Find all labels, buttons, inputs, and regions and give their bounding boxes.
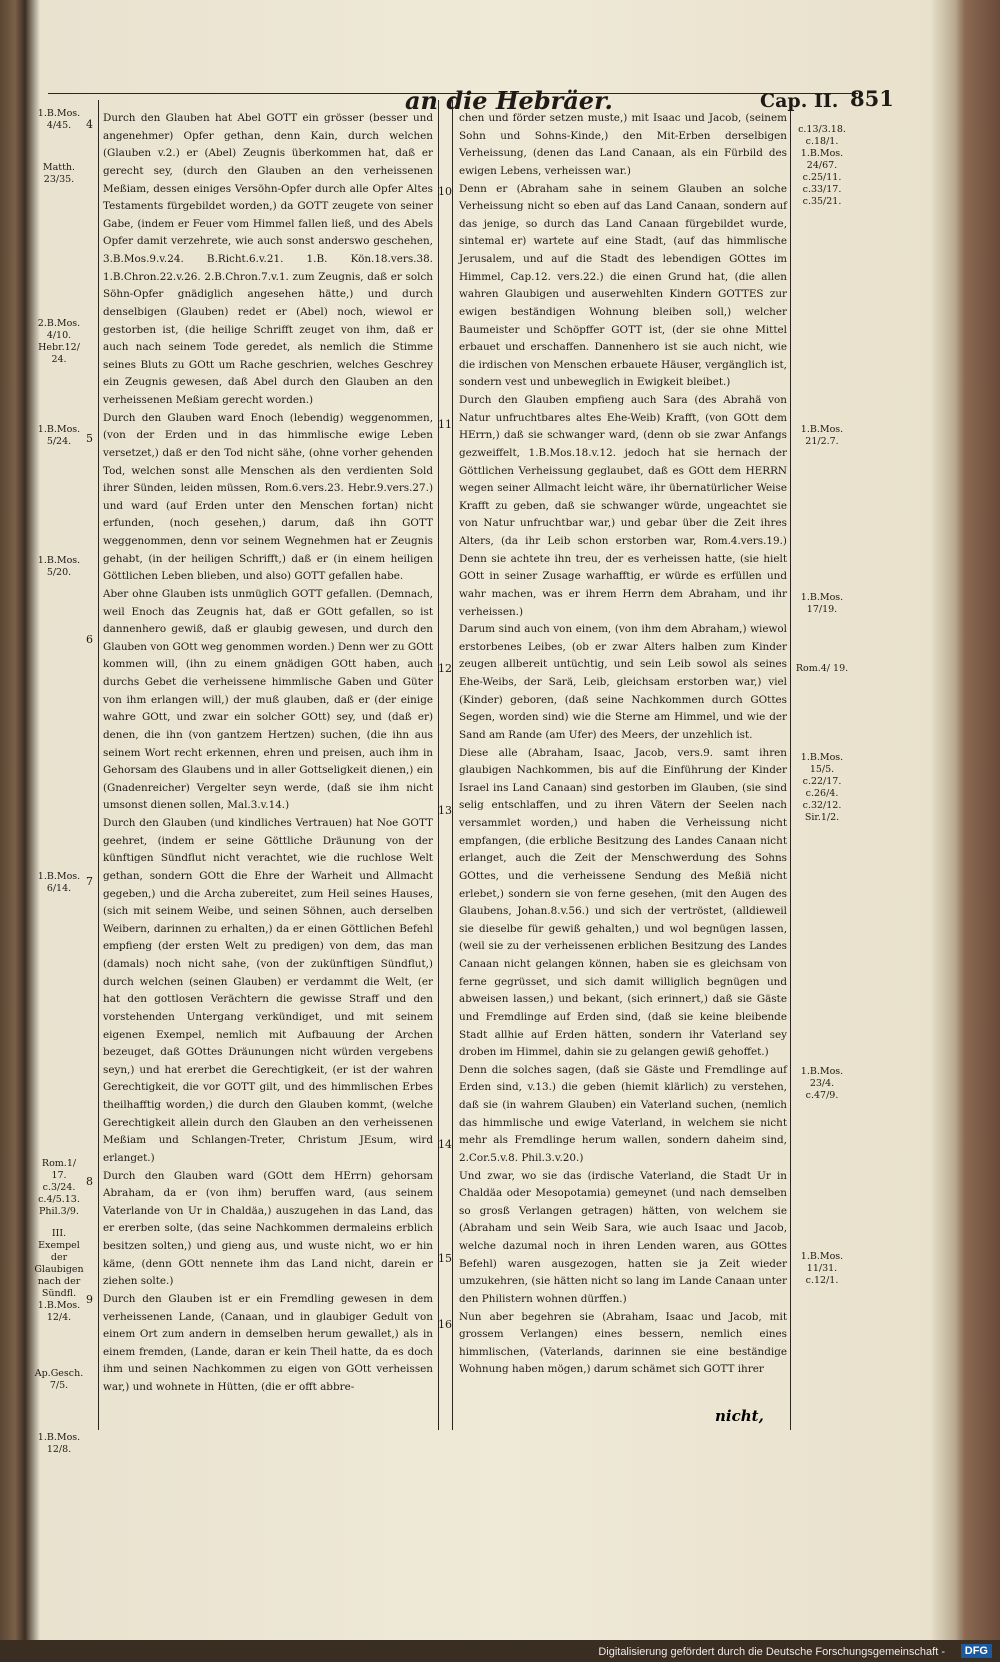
right-margin-rule (790, 100, 791, 1430)
verse-number: 14 (438, 1138, 452, 1151)
verse-paragraph: Darum sind auch von einem, (von ihm dem Abraham,) wiewol erstorbenes Leibes, (ob er zwar Alters halben zum Kinder zeugen allbereit untüchtig, und sein Leib sowol als seines Ehe-Weibs, der Sarä, Leib, gleichsam erstorben war,) viel (Kinder) geboren, (daß seine Nachkommen durch GOttes Segen, worden sind) wie die Sterne am Himmel, und wie der Sand am Rande (am Ufer) des Meers, der unzehlich ist. (459, 623, 787, 741)
margin-ref-left: 2.B.Mos. 4/10. Hebr.12/ 24. (37, 318, 81, 365)
catchword: nicht, (715, 1407, 764, 1425)
verse-number: 11 (438, 418, 452, 431)
margin-ref-right: 1.B.Mos. 17/19. (800, 592, 844, 615)
margin-ref-right: c.13/3.18. c.18/1. 1.B.Mos. 24/67. c.25/11. c.33/17. c.35/21. (798, 124, 846, 207)
margin-ref-right: 1.B.Mos. 23/4. c.47/9. (800, 1066, 844, 1101)
margin-ref-left: 1.B.Mos. 12/4. (37, 1300, 81, 1323)
margin-ref-left: 1.B.Mos. 4/45. (37, 108, 81, 131)
digitization-credit: Digitalisierung gefördert durch die Deutsche Forschungsgemeinschaft - (598, 1646, 945, 1658)
verse-number: 10 (438, 185, 452, 198)
margin-ref-left: Rom.1/ 17. c.3/24. c.4/5.13. Phil.3/9. (38, 1158, 80, 1217)
margin-ref-right: 1.B.Mos. 11/31. c.12/1. (800, 1251, 844, 1286)
margin-ref-left: 1.B.Mos. 5/24. (37, 424, 81, 447)
left-margin-rule (98, 100, 99, 1430)
verse-number: 5 (86, 432, 93, 445)
verse-paragraph: Denn er (Abraham sahe in seinem Glauben an solche Verheissung nicht so eben auf das Land Canaan, sondern auf das jenige, so durch das Land Canaan fürgebildet wurde, sintemal er) wartete auf eine Stadt, (auf das himmlische Jerusalem, und auf die Stadt des lebendigen GOttes im Himmel, Cap.12. vers.22.) die einen Grund hat, (die allen wahren Glaubigen und auserwehlten Kindern GOTTES zur ewigen beständigen Wohnung bleiben soll,) welcher Baumeister und Schöpffer GOTT ist, (der sie ohne Mittel erbauet und erschaffen. Dannenhero ist sie auch nicht, wie die irdischen von Menschen erbauete Häuser, vergänglich ist, sondern vest und unbeweglich in Ewigkeit bleibet.) (459, 182, 787, 389)
verse-number: 13 (438, 804, 452, 817)
chapter-label: Cap. II. (760, 90, 839, 112)
left-text-column (103, 110, 433, 1397)
verse-paragraph: Durch den Glauben hat Abel GOTT ein grösser (besser und angenehmer) Opfer gethan, denn Kain, durch welchen (Glauben v.2.) er (Abel) Zeugnis überkommen hat, daß er gerecht sey, (durch den Glauben an den verheissenen Meßiam, dessen einiges Versöhn-Opfer durch alle Opfer Altes Testaments fürgebildet worden,) da GOTT zeugete von seiner Gabe, (indem er Feuer vom Himmel fallen ließ, und des Abels Opfer damit verzehrete, wie auch sonst anderswo geschehen, 3.B.Mos.9.v.24. B.Richt.6.v.21. 1.B. Kön.18.vers.38. 1.B.Chron.22.v.26. 2.B.Chron.7.v.1. zum Zeugnis, daß er solch Söhn-Opfer gnädiglich angesehen hätte,) und durch denselbigen (Glauben) redet er (Abel) noch, wiewol er gestorben ist, (die heilige Schrifft zeuget von ihm, daß er auch nach seinem Tode geredet, als nemlich die Stimme seines Bluts zu GOtt um Rache geschrien, welches Geschrey ein Zeugnis gewesen, daß Abel durch den Glauben an den verheissenen Meßiam gerecht worden.) (103, 112, 433, 406)
margin-ref-right: 1.B.Mos. 21/2.7. (800, 424, 844, 447)
margin-ref-left: III. Exempel der Glaubigen nach der Sündfl. (34, 1228, 84, 1299)
center-column-rule (438, 100, 439, 1430)
margin-ref-right: 1.B.Mos. 15/5. c.22/17. c.26/4. c.32/12. Sir.1/2. (800, 752, 844, 823)
margin-ref-right: Rom.4/ 19. (795, 663, 849, 674)
verse-number: 6 (86, 633, 93, 646)
verse-paragraph: Durch den Glauben (und kindliches Vertrauen) hat Noe GOTT geehret, (indem er seine Göttliche Dräunung von der künftigen Sündflut nicht verachtet, wie die ruchlose Welt gethan, sondern GOtt die Ehre der Warheit und Allmacht gegeben,) und die Archa zubereitet, zum Heil seines Hauses, (sich mit seinem Weibe, und seinen Söhnen, auch derselben Weibern, darinnen zu erhalten,) da er einen Göttlichen Befehl empfieng (der ersten Welt zu predigen) von dem, das man (damals) noch nicht sahe, (von der zukünftigen Sündflut,) durch welchen (seinen Glauben) er verdammt die Welt, (er hat den gottlosen Verächtern die gewisse Straff und den vorstehenden Untergang verkündiget, und mit seinem eigenen Exempel, nemlich mit Aufbauung der Archen bezeuget, daß GOttes Dräunungen nicht würden vergebens seyn,) und hat ererbet die Gerechtigkeit, (er ist der wahren Gerechtigkeit, die vor GOTT gilt, und des himmlischen Erbes theilhafftig worden,) die durch den Glauben kommt, (welche Gerechtigkeit allein durch den Glauben an den verheissenen Meßiam und Schlangen-Treter, Christum JEsum, wird erlanget.) (103, 817, 433, 1164)
verse-number: 7 (86, 875, 93, 888)
verse-number: 15 (438, 1252, 452, 1265)
margin-ref-left: Matth. 23/35. (42, 162, 76, 185)
verse-number: 8 (86, 1175, 93, 1188)
verse-paragraph: Denn die solches sagen, (daß sie Gäste und Fremdlinge auf Erden sind, v.13.) die geben (hiemit klärlich) zu verstehen, daß sie (in wahrem Glauben) ein Vaterland suchen, (nemlich das himmlische und ewige Vaterland, in welchem sie nicht mehr als Fremdlinge herum wallen, sondern daheim sind, 2.Cor.5.v.8. Phil.3.v.20.) (459, 1063, 787, 1164)
margin-ref-left: 1.B.Mos. 5/20. (37, 555, 81, 578)
verse-number: 9 (86, 1293, 93, 1306)
margin-ref-left: 1.B.Mos. 6/14. (37, 871, 81, 894)
margin-ref-left: 1.B.Mos. 12/8. (37, 1432, 81, 1455)
running-title: an die Hebräer. (405, 86, 613, 115)
verse-paragraph: Durch den Glauben ward (GOtt dem HErrn) gehorsam Abraham, da er (von ihm) beruffen ward, (aus seinem Vaterlande von Ur in Chaldäa,) auszugehen in das Land, das er ererben solte, (das seine Nachkommen dermaleins erblich besitzen solten,) und gieng aus, und wuste nicht, wo er hin käme, (denn GOtt nennete ihm das Land nicht, darein er ziehen solte.) (103, 1169, 433, 1288)
margin-ref-left: Ap.Gesch. 7/5. (34, 1368, 84, 1391)
verse-paragraph: Durch den Glauben ist er ein Fremdling gewesen in dem verheissenen Lande, (Canaan, und in glaubiger Gedult von einem Ort zum andern in demselben herum gewallet,) als in einem fremden, (Lande, daran er kein Theil hatte, da es doch ihm und seinen Nachkommen zu eigen von GOtt verheissen war,) und wohnete in Hütten, (die er offt abbre- (103, 1292, 433, 1393)
verse-paragraph: Diese alle (Abraham, Isaac, Jacob, vers.9. samt ihren glaubigen Nachkommen, bis auf die Einführung der Kinder Israel ins Land Canaan) sind gestorben im Glauben, (sie sind selig entschlaffen, und zu ihren Vätern der Seelen nach versammlet worden,) und haben die Verheissung nicht empfangen, (die erbliche Besitzung des Landes Canaan nicht erlanget, auch die Zeit der Menschwerdung des Sohns GOttes, und die verheissene Sendung des Meßiä nicht erlebet,) sondern sie von ferne gesehen, (mit den Augen des Glaubens, Johan.8.v.56.) und sich der vertröstet, (alldieweil sie dieselbe für gewiß gehalten,) und wol begnügen lassen, (weil sie zu der verheissenen erblichen Besitzung des Landes Canaan nicht gelangen können, haben sie es gleichsam von ferne gegrüsset, und sich damit williglich begnügen und abweisen lassen,) und bekant, (sich erinnert,) daß sie Gäste und Fremdlinge auf Erden sind, (daß sie keine bleibende Stadt allhie auf Erden hätten, sondern ihr Vaterland sey droben im Himmel, dahin sie zu gelangen gewiß gehoffet.) (459, 746, 787, 1059)
center-column-rule-2 (452, 100, 453, 1430)
verse-paragraph: Durch den Glauben empfieng auch Sara (des Abrahä von Natur unfruchtbares altes Ehe-Weib) Krafft, (von GOtt dem HErrn,) daß sie schwanger ward, (denn ob sie zwar Anfangs gezweiffelt, 1.B.Mos.18.v.12. jedoch hat sie hernach der Göttlichen Verheissung geglaubet, daß es GOtt dem HERRN wegen seiner Allmacht leicht wäre, ihr übernatürlicher Weise Krafft zu geben, daß sie schwanger würde, ungeachtet sie von Natur unfruchtbar war,) und gebar über die Zeit ihres Alters, (da ihr Leib schon erstorben war, Rom.4.vers.19.) Denn sie achtete ihn treu, der es verheissen hatte, (sie hielt GOtt in seiner Zusage warhafftig, er würde es erfüllen und wahr machen, was er ihrem Herrn dem Abraham, und ihr verheissen.) (459, 394, 787, 618)
verse-paragraph: chen und förder setzen muste,) mit Isaac und Jacob, (seinem Sohn und Sohns-Kinde,) den Mit-Erben derselbigen Verheissung, (denen das Land Canaan, als ein Fürbild des ewigen Lebens, verheissen war.) (459, 112, 787, 177)
verse-number: 16 (438, 1318, 452, 1331)
verse-number: 4 (86, 118, 93, 131)
verse-paragraph: Nun aber begehren sie (Abraham, Isaac und Jacob, mit grossem Verlangen) eines bessern, nemlich eines himmlischen, (Vaterlands, darinnen sie eine beständige Wohnung haben mögen,) darum schämet sich GOTT ihrer (459, 1310, 787, 1376)
page-number: 851 (850, 86, 894, 111)
right-text-column (459, 110, 787, 1379)
verse-paragraph: Durch den Glauben ward Enoch (lebendig) weggenommen, (von der Erden und in das himmlische ewige Leben versetzet,) daß er den Tod nicht sähe, (ohne vorher gehenden Tod, welchen sonst alle Menschen als den verdienten Sold ihrer Sünden, leiden müssen, Rom.6.vers.23. Hebr.9.vers.27.) und ward (auf Erden unter den Menschen fortan) nicht erfunden, (noch gesehen,) darum, daß ihn GOTT weggenommen, denn vor seinem Wegnehmen hat er Zeugnis gehabt, (in der heiligen Schrifft,) daß er (in einem heiligen Göttlichen Leben blieben, und also) GOTT gefallen habe. (103, 411, 433, 583)
dfg-logo[interactable]: DFG (961, 1644, 992, 1658)
verse-paragraph: Und zwar, wo sie das (irdische Vaterland, die Stadt Ur in Chaldäa oder Mesopotamia) gemeynet (und nach demselben so grosß Verlangen getragen) hätten, von welchem sie (Abraham und sein Weib Sara, wie auch Isaac und Jacob, welche dazumal noch in ihren Lenden waren, aus GOttes Befehl) waren ausgezogen, hatten sie ja Zeit wieder umzukehren, (sie hätten nicht so lang im Lande Canaan unter den Philistern wohnen dürffen.) (459, 1169, 787, 1305)
verse-paragraph: Aber ohne Glauben ists unmüglich GOTT gefallen. (Demnach, weil Enoch das Zeugnis hat, daß er GOtt gefallen, so ist dannenhero gewiß, daß er glaubig gewesen, und durch den Glauben von GOtt weg genommen worden.) Denn wer zu GOtt kommen will, (ihn zu einem gnädigen GOtt haben, auch durchs Gebet die verheissene himmlische Gaben und Güter von ihm erlangen will,) der muß glauben, daß er (der einige wahre GOtt, und zwar ein solcher GOtt) sey, und (daß er) denen, die ihn (von gantzem Hertzen) suchen, (die ihn aus seinem Wort recht erkennen, ehren und preisen, auch ihm in Gehorsam des Glaubens und in aller Gottseligkeit dienen,) ein (Gnadenreicher) Vergelter seyn werde, (daß sie ihm nicht umsonst dienen sollen, Mal.3.v.14.) (103, 587, 433, 812)
verse-number: 12 (438, 662, 452, 675)
